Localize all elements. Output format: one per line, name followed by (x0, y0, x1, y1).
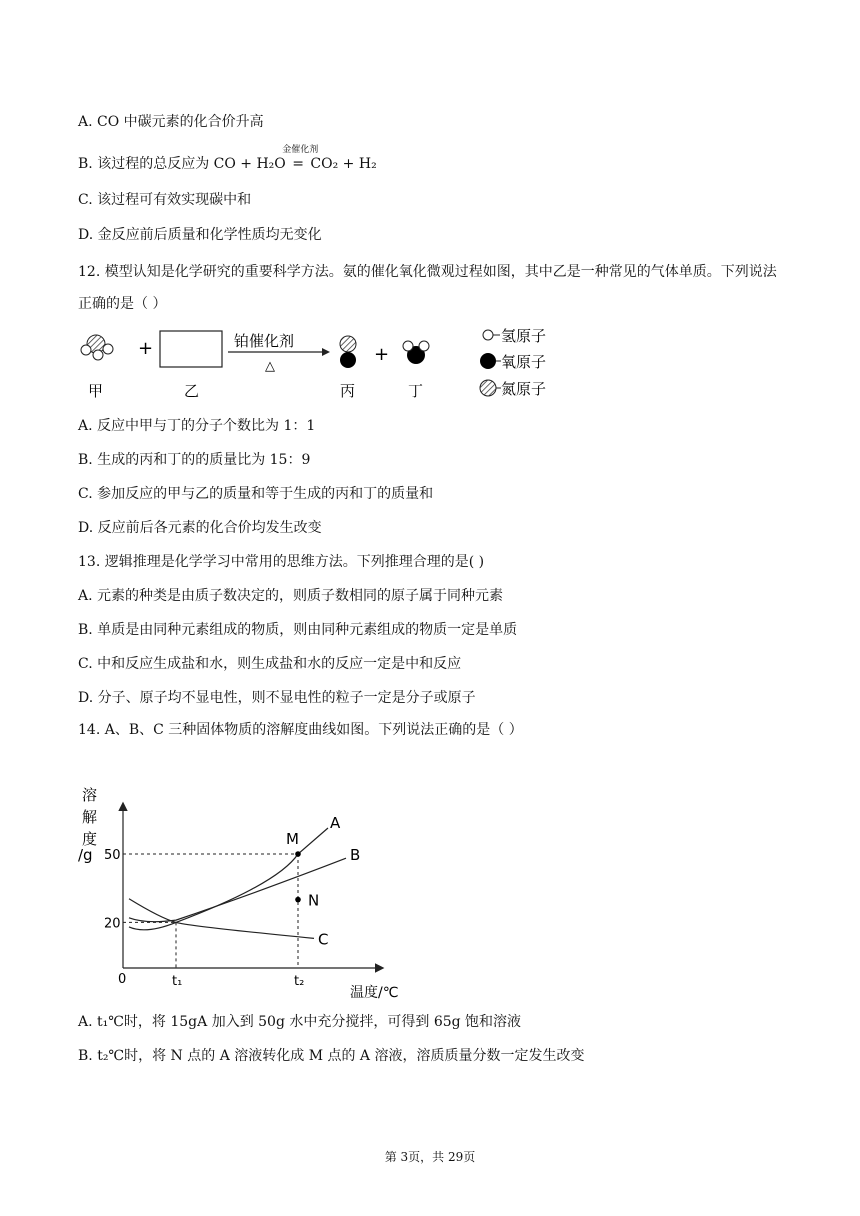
equation-rhs: CO₂ + H₂ (310, 156, 377, 172)
molecule-yi-box (160, 331, 222, 367)
legend-nitrogen: 氮原子 (501, 380, 547, 398)
svg-text:解: 解 (82, 808, 98, 826)
q11-option-c: C. 该过程可有效实现碳中和 (78, 192, 252, 208)
q12-option-a: A. 反应中甲与丁的分子个数比为 1：1 (78, 418, 316, 434)
q12-option-d: D. 反应前后各元素的化合价均发生改变 (78, 520, 322, 536)
svg-text:溶: 溶 (82, 786, 98, 804)
series-B-line (129, 858, 346, 921)
label-yi: 乙 (184, 382, 200, 400)
q11-option-d: D. 金反应前后质量和化学性质均无变化 (78, 227, 322, 243)
y-tick-label-20: 20 (104, 916, 121, 932)
series-A-label: A (330, 814, 341, 832)
oxygen-legend-icon (480, 353, 496, 369)
equation-lhs: CO + H₂O (213, 156, 286, 172)
x-tick-label-1: t₁ (172, 974, 183, 989)
point-M (295, 851, 301, 857)
q13-option-b: B. 单质是由同种元素组成的物质，则由同种元素组成的物质一定是单质 (78, 622, 518, 638)
point-N (295, 897, 301, 903)
series-C-label: C (318, 930, 329, 949)
heat-symbol: △ (265, 359, 275, 374)
q14-option-a: A. t₁℃时，将 15gA 加入到 50g 水中充分搅拌，可得到 65g 饱和溶液 (78, 1014, 522, 1030)
point-N-label: N (308, 891, 320, 910)
q13-option-c: C. 中和反应生成盐和水，则生成盐和水的反应一定是中和反应 (78, 656, 462, 672)
molecule-bing (340, 336, 356, 368)
q11-option-b-prefix: B. 该过程的总反应为 (78, 156, 210, 172)
y-tick-label-50: 50 (104, 848, 121, 863)
label-bing: 丙 (340, 382, 356, 400)
label-ding: 丁 (408, 382, 424, 400)
legend (480, 327, 546, 398)
nitrogen-legend-icon (480, 380, 496, 396)
q13-option-a: A. 元素的种类是由质子数决定的，则质子数相同的原子属于同种元素 (78, 588, 504, 604)
q12-option-b: B. 生成的丙和丁的的质量比为 15：9 (78, 452, 311, 468)
y-axis-label (78, 786, 97, 864)
plus-sign-1: + (138, 338, 154, 359)
catalyst-text: 铂催化剂 (234, 332, 295, 350)
equation-sign: 金催化剂 = (292, 154, 304, 174)
q14-option-b: B. t₂℃时，将 N 点的 A 溶液转化成 M 点的 A 溶液，溶质质量分数一定发生改变 (78, 1048, 585, 1064)
series-B-label: B (350, 846, 361, 865)
q12-option-c: C. 参加反应的甲与乙的质量和等于生成的丙和丁的质量和 (78, 486, 434, 502)
q12-stem: 12. 模型认知是化学研究的重要科学方法。氨的催化氧化微观过程如图，其中乙是一种常见的气体单质。下列说法正确的是（ ） (78, 264, 777, 312)
legend-oxygen: 氧原子 (501, 353, 547, 371)
q11-option-a: A. CO 中碳元素的化合价升高 (78, 114, 264, 130)
origin-label: 0 (118, 972, 127, 987)
svg-text:度: 度 (82, 830, 98, 848)
plus-sign-2: + (374, 344, 390, 365)
label-jia: 甲 (88, 382, 104, 400)
x-axis-label: 温度/℃ (350, 985, 399, 1001)
molecule-ding (403, 341, 429, 364)
q13-stem: 13. 逻辑推理是化学学习中常用的思维方法。下列推理合理的是( ) (78, 554, 485, 570)
solubility-chart (74, 780, 414, 1005)
q14-stem: 14. A、B、C 三种固体物质的溶解度曲线如图。下列说法正确的是（ ） (78, 722, 523, 738)
chart-marks (104, 814, 360, 989)
catalyst-label: 金催化剂 (282, 145, 319, 155)
svg-text:/g: /g (78, 846, 93, 864)
q11-option-b (78, 145, 377, 174)
molecule-jia (81, 335, 113, 360)
hydrogen-legend-icon (483, 330, 493, 340)
arrow-head (322, 348, 330, 356)
legend-hydrogen: 氢原子 (501, 327, 547, 345)
q13-option-d: D. 分子、原子均不显电性，则不显电性的粒子一定是分子或原子 (78, 690, 476, 706)
x-tick-label-2: t₂ (294, 974, 305, 989)
page-footer: 第 3页，共 29页 (384, 1150, 476, 1164)
point-M-label: M (286, 830, 299, 848)
reaction-diagram (70, 322, 590, 406)
